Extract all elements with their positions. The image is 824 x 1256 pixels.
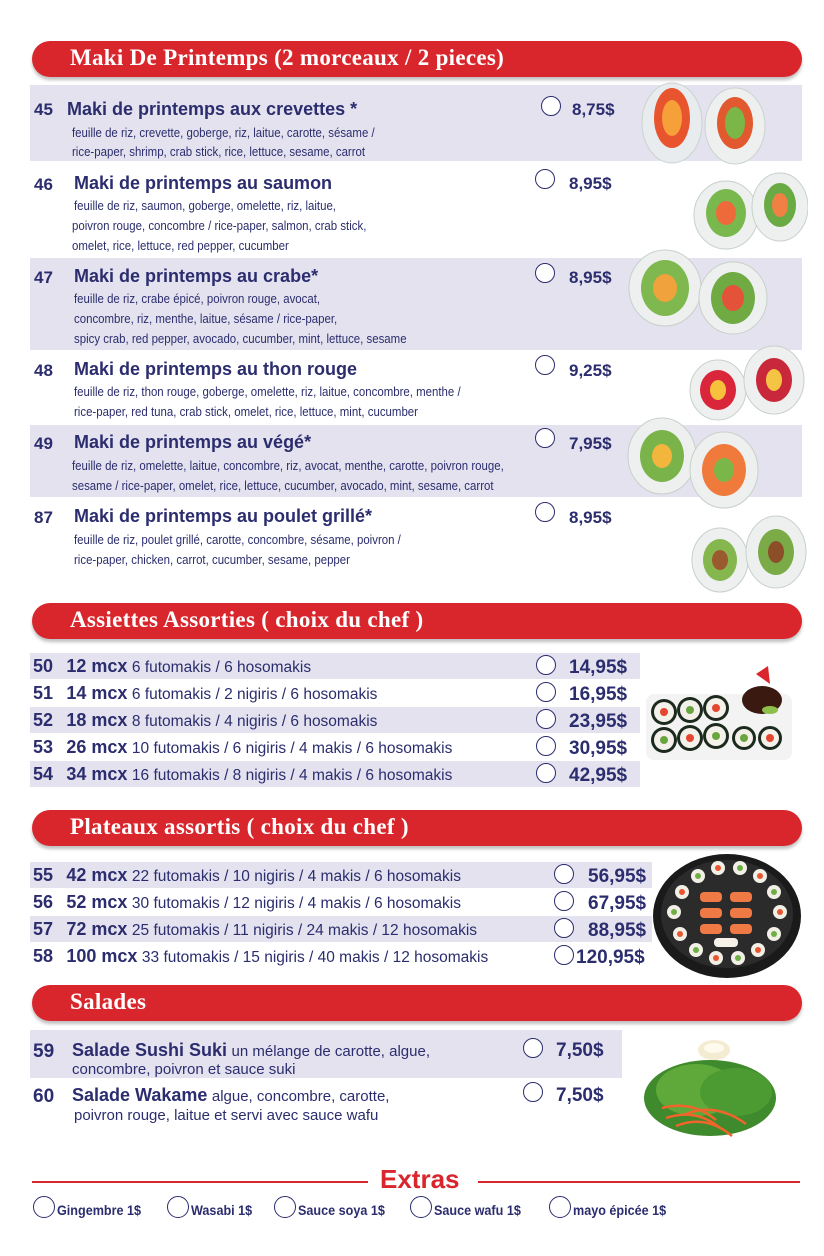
select-circle[interactable] <box>535 428 555 448</box>
item-price: 8,75$ <box>572 100 615 119</box>
item-price: 56,95$ <box>588 866 647 887</box>
select-circle[interactable] <box>167 1196 189 1218</box>
assiette-row <box>33 764 452 785</box>
salade-title-line <box>72 1040 430 1061</box>
select-circle[interactable] <box>536 736 556 756</box>
item-price: 8,95$ <box>569 268 612 287</box>
spring-roll-photo <box>688 165 808 255</box>
item-pieces: 72 mcx <box>66 919 128 939</box>
section-banner-assiettes <box>32 603 802 639</box>
item-number: 52 <box>33 710 54 730</box>
item-price: 7,50$ <box>556 1085 604 1106</box>
item-description: 16 futomakis / 8 nigiris / 4 makis / 6 hosomakis <box>131 767 453 784</box>
item-description: omelet, rice, lettuce, red pepper, cucumber <box>72 238 289 253</box>
extra-item: Sauce soya 1$ <box>298 1202 385 1218</box>
item-price: 14,95$ <box>569 657 628 678</box>
item-pieces: 14 mcx <box>66 683 128 703</box>
select-circle[interactable] <box>549 1196 571 1218</box>
item-description: 22 futomakis / 10 nigiris / 4 makis / 6 hosomakis <box>131 868 461 885</box>
item-description: 33 futomakis / 15 nigiris / 40 makis / 12 hosomakis <box>141 949 489 966</box>
item-title: Maki de printemps au végé* <box>74 432 312 452</box>
item-number: 55 <box>33 865 54 885</box>
item-description: 6 futomakis / 6 hosomakis <box>131 659 312 676</box>
item-pieces: 100 mcx <box>66 946 138 966</box>
item-description: feuille de riz, poulet grillé, carotte, concombre, sésame, poivron / <box>74 532 401 547</box>
section-title-maki: Maki De Printemps (2 morceaux / 2 pieces) <box>70 45 505 70</box>
sushi-plate-photo <box>644 664 794 764</box>
plateau-row <box>33 946 488 967</box>
item-description: 6 futomakis / 2 nigiris / 6 hosomakis <box>131 686 378 703</box>
select-circle[interactable] <box>554 864 574 884</box>
plateau-row <box>33 892 461 913</box>
item-price: 120,95$ <box>576 947 645 968</box>
item-description: feuille de riz, crabe épicé, poivron rouge, avocat, <box>74 291 321 306</box>
select-circle[interactable] <box>535 355 555 375</box>
extra-item: Gingembre 1$ <box>57 1202 142 1218</box>
item-number: 47 <box>34 268 53 287</box>
item-description: 8 futomakis / 4 nigiris / 6 hosomakis <box>131 713 378 730</box>
item-description: un mélange de carotte, algue, <box>231 1043 430 1060</box>
item-description: feuille de riz, crevette, goberge, riz, laitue, carotte, sésame / <box>72 125 375 140</box>
select-circle[interactable] <box>33 1196 55 1218</box>
item-price: 8,95$ <box>569 508 612 527</box>
item-price: 8,95$ <box>569 174 612 193</box>
select-circle[interactable] <box>274 1196 296 1218</box>
item-description: feuille de riz, omelette, laitue, concombre, riz, avocat, menthe, carotte, poivron rouge, <box>72 458 504 473</box>
item-title: Maki de printemps au saumon <box>74 173 333 193</box>
item-number: 49 <box>34 434 53 453</box>
item-pieces: 26 mcx <box>66 737 128 757</box>
item-description: rice-paper, shrimp, crab stick, rice, lettuce, sesame, carrot <box>72 144 366 159</box>
item-number: 53 <box>33 737 54 757</box>
item-price: 23,95$ <box>569 711 628 732</box>
select-circle[interactable] <box>536 763 556 783</box>
extras-divider <box>478 1181 800 1183</box>
extras-title: Extras <box>380 1164 460 1194</box>
assiette-row <box>33 710 377 731</box>
select-circle[interactable] <box>535 502 555 522</box>
item-description: 10 futomakis / 6 nigiris / 4 makis / 6 hosomakis <box>131 740 453 757</box>
item-description: concombre, riz, menthe, laitue, sésame / rice-paper, <box>74 311 338 326</box>
sushi-platter-photo <box>652 852 802 980</box>
item-title: Salade Wakame <box>72 1085 208 1105</box>
salad-photo <box>636 1028 786 1146</box>
extra-item: Sauce wafu 1$ <box>434 1202 521 1218</box>
item-number: 59 <box>33 1041 55 1062</box>
extras-divider <box>32 1181 368 1183</box>
section-title-salades: Salades <box>70 989 147 1014</box>
item-description: spicy crab, red pepper, avocado, cucumber, mint, lettuce, sesame <box>74 331 407 346</box>
select-circle[interactable] <box>523 1082 543 1102</box>
spring-roll-photo <box>625 248 775 338</box>
item-description: feuille de riz, thon rouge, goberge, omelette, riz, laitue, concombre, menthe / <box>74 384 461 399</box>
item-price: 9,25$ <box>569 361 612 380</box>
select-circle[interactable] <box>535 263 555 283</box>
item-description: rice-paper, chicken, carrot, cucumber, sesame, pepper <box>74 552 350 567</box>
section-banner-plateaux <box>32 810 802 846</box>
item-pieces: 42 mcx <box>66 865 128 885</box>
item-price: 7,95$ <box>569 434 612 453</box>
section-banner-salades <box>32 985 802 1021</box>
select-circle[interactable] <box>554 891 574 911</box>
item-description: rice-paper, red tuna, crab stick, omelet, rice, lettuce, mint, cucumber <box>74 404 418 419</box>
item-title: Maki de printemps au thon rouge <box>74 359 358 379</box>
section-banner-maki <box>32 41 802 77</box>
section-title-plateaux: Plateaux assortis ( choix du chef ) <box>70 814 409 839</box>
salade-title-line <box>72 1085 389 1106</box>
select-circle[interactable] <box>410 1196 432 1218</box>
item-number: 56 <box>33 892 54 912</box>
select-circle[interactable] <box>536 682 556 702</box>
item-pieces: 18 mcx <box>66 710 128 730</box>
item-number: 50 <box>33 656 54 676</box>
assiette-row <box>33 737 452 758</box>
extra-item: mayo épicée 1$ <box>573 1202 667 1218</box>
select-circle[interactable] <box>523 1038 543 1058</box>
item-number: 51 <box>33 683 54 703</box>
item-description: concombre, poivron et sauce suki <box>72 1061 296 1078</box>
item-price: 16,95$ <box>569 684 628 705</box>
item-pieces: 12 mcx <box>66 656 128 676</box>
extra-item: Wasabi 1$ <box>191 1202 253 1218</box>
item-number: 60 <box>33 1086 55 1107</box>
item-description: feuille de riz, saumon, goberge, omelette, riz, laitue, <box>74 198 336 213</box>
plateau-row <box>33 919 477 940</box>
item-number: 87 <box>34 508 53 527</box>
assiette-row <box>33 683 377 704</box>
item-number: 45 <box>34 100 53 119</box>
item-price: 67,95$ <box>588 893 647 914</box>
item-number: 58 <box>33 946 54 966</box>
select-circle[interactable] <box>541 96 561 116</box>
item-number: 48 <box>34 361 53 380</box>
item-pieces: 34 mcx <box>66 764 128 784</box>
spring-roll-photo <box>624 412 774 512</box>
select-circle[interactable] <box>535 169 555 189</box>
item-price: 7,50$ <box>556 1040 604 1061</box>
item-description: poivron rouge, laitue et servi avec sauce wafu <box>74 1107 379 1124</box>
select-circle[interactable] <box>536 655 556 675</box>
item-description: 30 futomakis / 12 nigiris / 4 makis / 6 hosomakis <box>131 895 461 912</box>
item-price: 88,95$ <box>588 920 647 941</box>
item-description: poivron rouge, concombre / rice-paper, salmon, crab stick, <box>72 218 367 233</box>
item-title: Maki de printemps aux crevettes * <box>67 99 358 119</box>
spring-roll-photo <box>630 78 780 168</box>
item-title: Maki de printemps au crabe* <box>74 266 319 286</box>
item-description: sesame / rice-paper, omelet, rice, lettuce, cucumber, avocado, mint, sesame, carrot <box>72 478 494 493</box>
select-circle[interactable] <box>554 945 574 965</box>
item-price: 30,95$ <box>569 738 628 759</box>
item-pieces: 52 mcx <box>66 892 128 912</box>
item-title: Salade Sushi Suki <box>72 1040 228 1060</box>
section-title-assiettes: Assiettes Assorties ( choix du chef ) <box>70 607 424 632</box>
item-number: 54 <box>33 764 54 784</box>
item-price: 42,95$ <box>569 765 628 786</box>
item-number: 57 <box>33 919 54 939</box>
item-description: algue, concombre, carotte, <box>211 1088 390 1105</box>
item-number: 46 <box>34 175 53 194</box>
plateau-row <box>33 865 461 886</box>
select-circle[interactable] <box>536 709 556 729</box>
spring-roll-photo <box>688 508 810 598</box>
item-description: 25 futomakis / 11 nigiris / 24 makis / 12 hosomakis <box>131 922 478 939</box>
item-title: Maki de printemps au poulet grillé* <box>74 506 373 526</box>
assiette-row <box>33 656 311 677</box>
select-circle[interactable] <box>554 918 574 938</box>
